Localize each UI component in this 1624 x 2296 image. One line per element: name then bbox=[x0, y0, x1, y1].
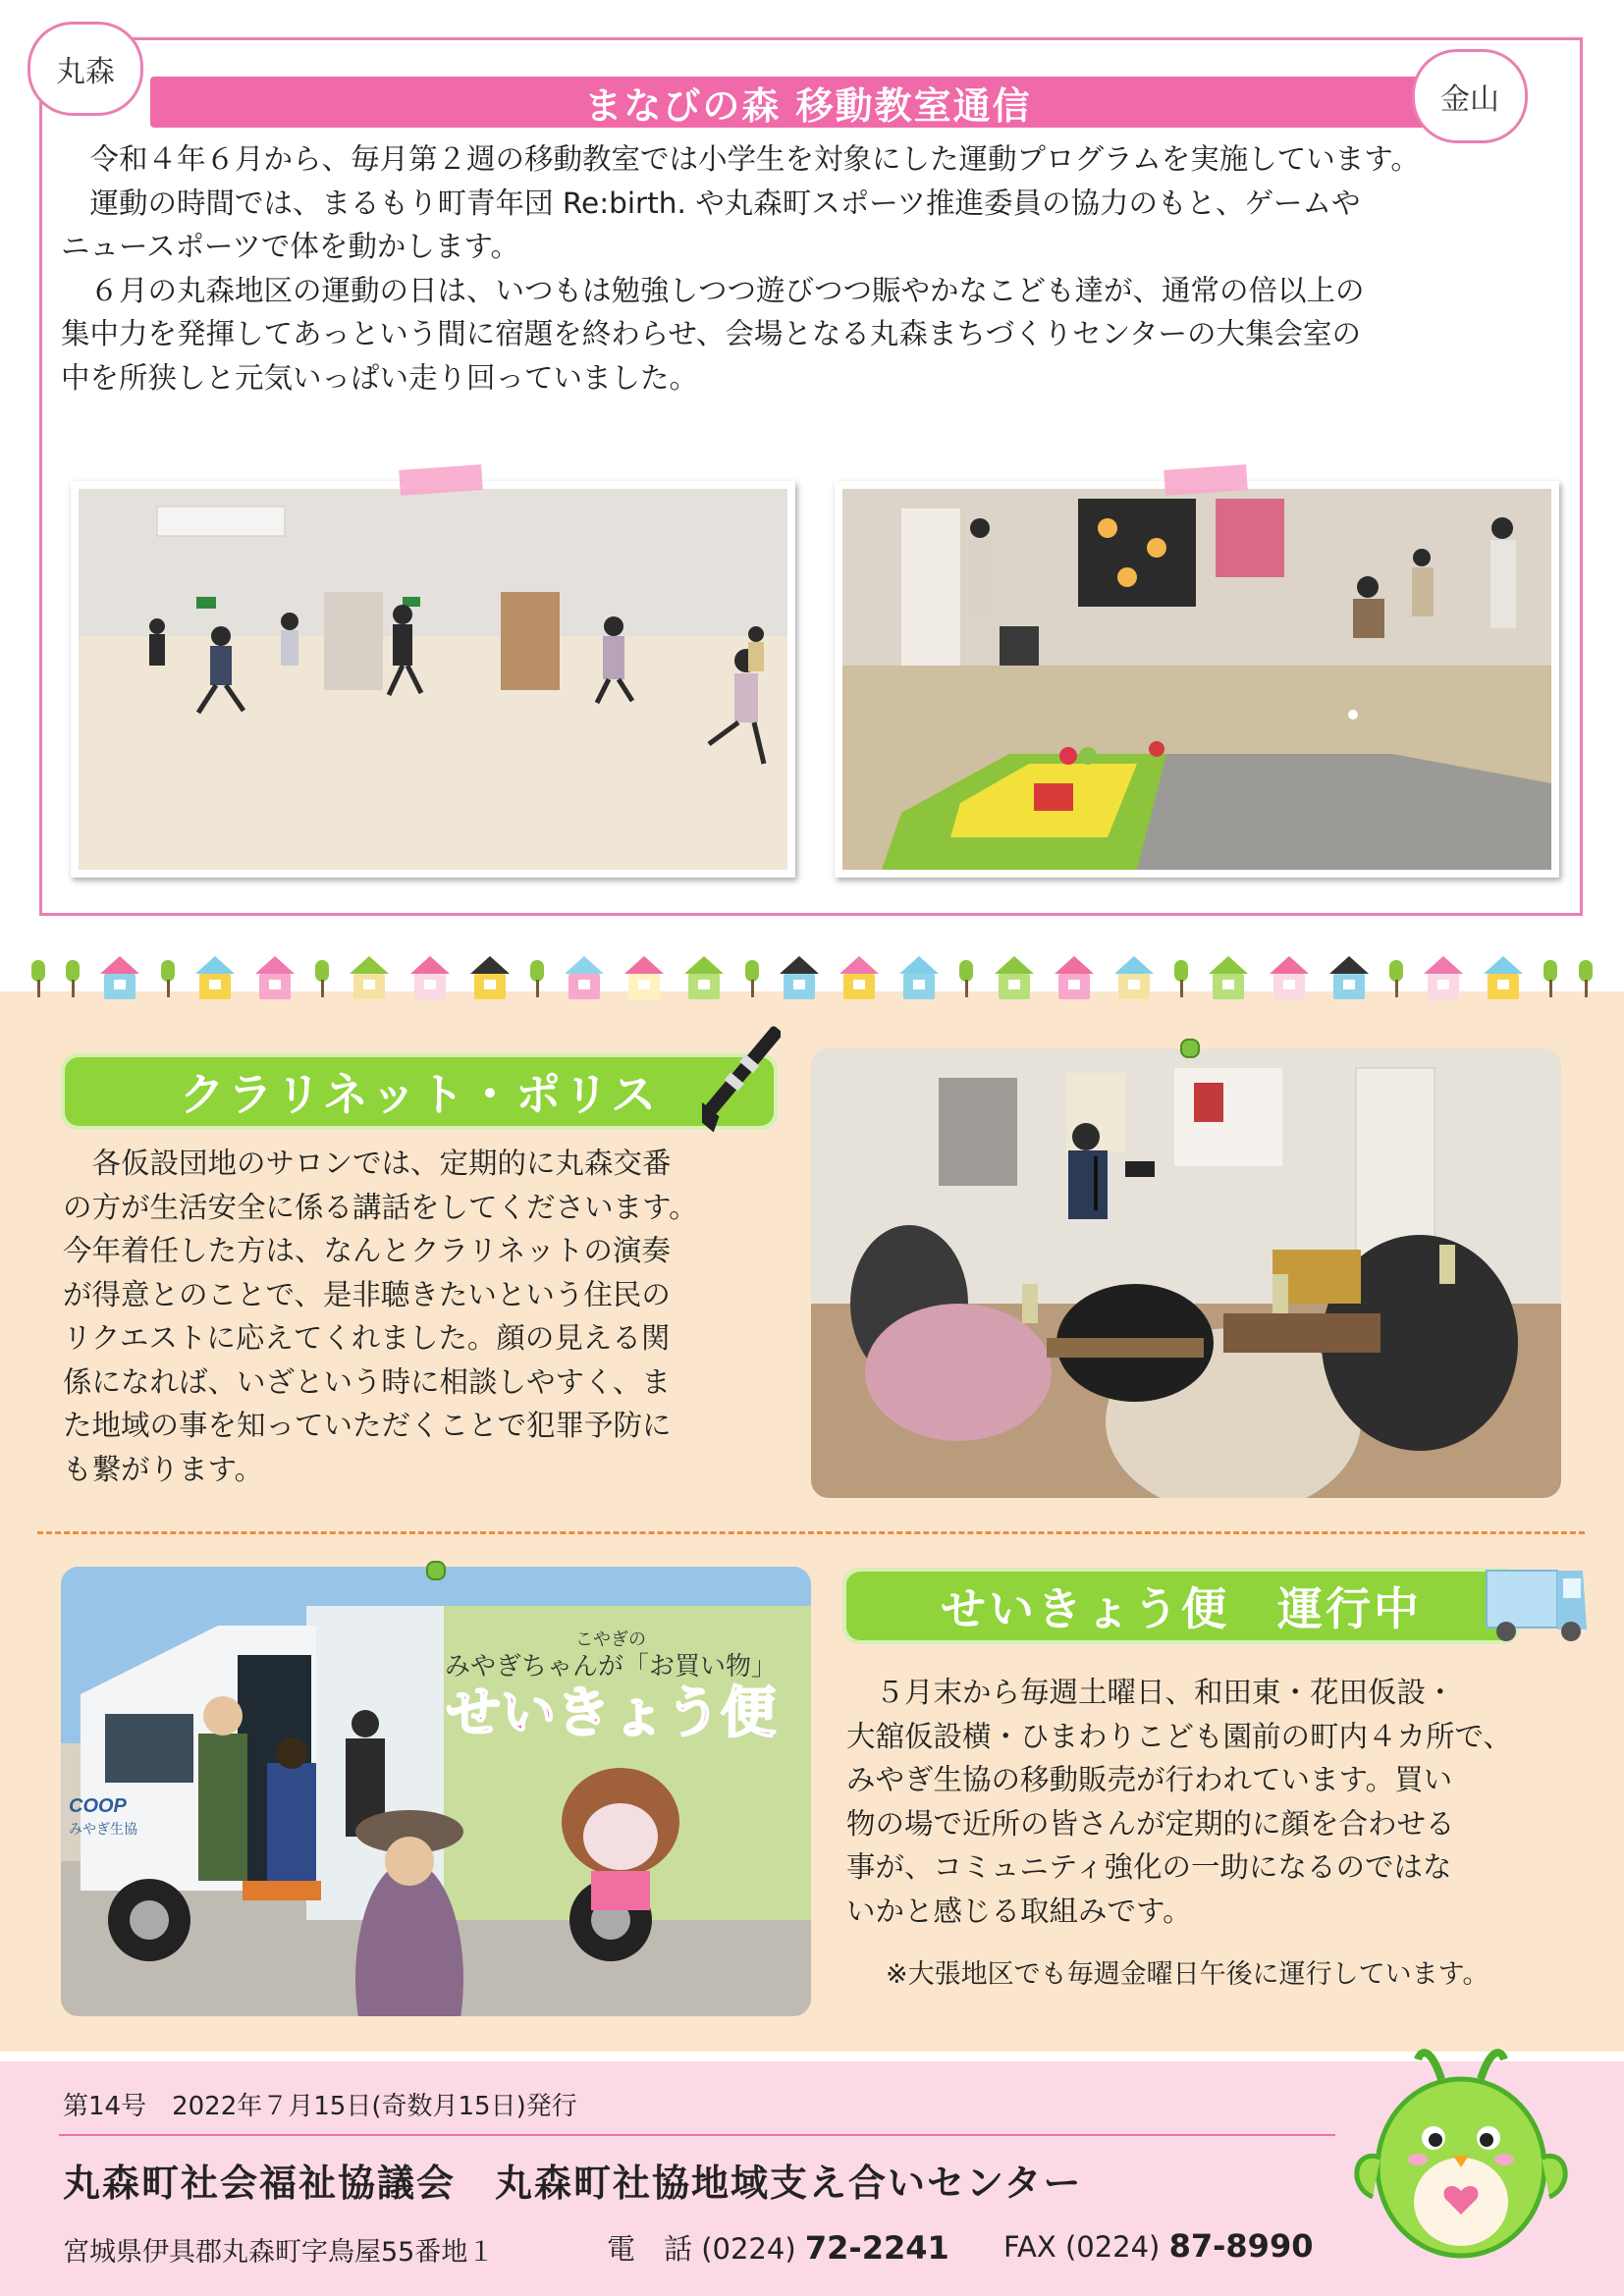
coop-body-text bbox=[846, 1671, 1573, 1933]
truck-coop-sub: みやぎ生協 bbox=[69, 1822, 137, 1838]
cloud-left-text: 丸森 bbox=[56, 55, 115, 89]
house-icon bbox=[470, 956, 510, 999]
tree-icon bbox=[1174, 960, 1188, 999]
house-icon bbox=[995, 956, 1034, 999]
photo-police-clarinet bbox=[811, 1048, 1561, 1498]
cloud-right-text: 金山 bbox=[1440, 82, 1499, 117]
coop-line: いかと感じる取組みです。 bbox=[846, 1894, 1192, 1928]
coop-line: みやぎ生協の移動販売が行われています。買い bbox=[846, 1763, 1453, 1796]
pin-icon bbox=[1180, 1039, 1200, 1058]
clarinet-line: 今年着任した方は、なんとクラリネットの演奏 bbox=[63, 1234, 671, 1267]
coop-note-text: ※大張地区でも毎週金曜日午後に運行しています。 bbox=[886, 1959, 1489, 1990]
pin-icon bbox=[426, 1561, 446, 1580]
organization-name: 丸森町社会福祉協議会 丸森町社協地域支え合いセンター bbox=[63, 2162, 1083, 2205]
tel-label: 電 話 (0224) bbox=[607, 2232, 796, 2266]
clarinet-line: の方が生活安全に係る講話をしてくださいます。 bbox=[63, 1190, 698, 1224]
house-icon bbox=[1055, 956, 1094, 999]
coop-line: ５月末から毎週土曜日、和田東・花田仮設・ bbox=[846, 1676, 1455, 1709]
photo-bocce-game bbox=[835, 481, 1559, 878]
truck-coop-logo: COOP bbox=[69, 1795, 127, 1817]
house-icon bbox=[1114, 956, 1154, 999]
tree-icon bbox=[959, 960, 973, 999]
clarinet-heading: クラリネット・ポリス bbox=[179, 1068, 660, 1121]
tree-icon bbox=[1579, 960, 1593, 999]
photo-gym-running bbox=[71, 481, 795, 878]
house-icon bbox=[1424, 956, 1463, 999]
house-icon bbox=[410, 956, 450, 999]
house-icon bbox=[1209, 956, 1248, 999]
top-title: まなびの森 移動教室通信 bbox=[584, 83, 1032, 128]
house-icon bbox=[624, 956, 664, 999]
mascot-bird-icon bbox=[1343, 2040, 1579, 2266]
top-line: 運動の時間では、まるもり町青年団 Re:birth. や丸森町スポーツ推進委員の協力のもと、ゲームや bbox=[61, 186, 1361, 220]
house-icon bbox=[1270, 956, 1309, 999]
clarinet-heading-pill bbox=[61, 1053, 778, 1130]
footer-divider bbox=[59, 2134, 1335, 2136]
clarinet-line: も繋がります。 bbox=[63, 1452, 264, 1486]
coop-line: 大舘仮設横・ひまわりこども園前の町内４カ所で、 bbox=[846, 1719, 1512, 1753]
clarinet-line: リクエストに応えてくれました。顔の見える関 bbox=[63, 1321, 671, 1355]
fax bbox=[1003, 2227, 1313, 2265]
section-divider bbox=[37, 1531, 1585, 1534]
top-line: 集中力を発揮してあっという間に宿題を終わらせ、会場となる丸森まちづくりセンターの大集会室の bbox=[61, 317, 1361, 350]
clarinet-line: が得意とのことで、是非聴きたいという住民の bbox=[63, 1277, 671, 1311]
clarinet-line: 係になれば、いざという時に相談しやすく、ま bbox=[63, 1364, 671, 1399]
house-icon bbox=[565, 956, 604, 999]
houses-decoration-row bbox=[31, 940, 1593, 999]
truck-big-text: せいきょう便 bbox=[446, 1682, 776, 1745]
truck-small-text: こやぎの bbox=[575, 1629, 646, 1649]
top-line: ニュースポーツで体を動かします。 bbox=[61, 230, 519, 263]
tree-icon bbox=[745, 960, 759, 999]
photo-coop-truck bbox=[61, 1567, 811, 2016]
issue-info: 第14号 2022年７月15日(奇数月15日)発行 bbox=[63, 2092, 577, 2121]
clarinet-line: 各仮設団地のサロンでは、定期的に丸森交番 bbox=[63, 1147, 672, 1180]
tel-number: 72-2241 bbox=[804, 2229, 949, 2267]
house-icon bbox=[780, 956, 819, 999]
top-body-text bbox=[61, 137, 1563, 400]
telephone bbox=[607, 2227, 949, 2268]
cloud-label-left bbox=[27, 22, 143, 116]
coop-heading-pill bbox=[842, 1568, 1520, 1644]
tree-icon bbox=[1543, 960, 1557, 999]
tree-icon bbox=[1389, 960, 1403, 999]
tree-icon bbox=[161, 960, 175, 999]
coop-heading: せいきょう便 運行中 bbox=[941, 1582, 1422, 1635]
cloud-label-right bbox=[1412, 49, 1528, 143]
top-title-banner bbox=[150, 77, 1466, 128]
house-icon bbox=[255, 956, 295, 999]
house-icon bbox=[1484, 956, 1523, 999]
house-icon bbox=[195, 956, 235, 999]
tree-icon bbox=[315, 960, 329, 999]
truck-icon bbox=[1485, 1551, 1591, 1649]
clarinet-body-text bbox=[63, 1142, 789, 1491]
house-icon bbox=[899, 956, 939, 999]
coop-line: 事が、コミュニティ強化の一助になるのではな bbox=[846, 1850, 1452, 1884]
fax-number: 87-8990 bbox=[1168, 2227, 1314, 2265]
house-icon bbox=[350, 956, 389, 999]
top-line: ６月の丸森地区の運動の日は、いつもは勉強しつつ遊びつつ賑やかなこども達が、通常の倍以上の bbox=[61, 273, 1365, 307]
tree-icon bbox=[31, 960, 45, 999]
clarinet-icon bbox=[702, 1011, 781, 1139]
tree-icon bbox=[66, 960, 80, 999]
top-line: 中を所狭しと元気いっぱい走り回っていました。 bbox=[61, 360, 699, 395]
fax-label: FAX (0224) bbox=[1003, 2230, 1161, 2264]
house-icon bbox=[1329, 956, 1369, 999]
coop-note bbox=[886, 1953, 1573, 1998]
house-icon bbox=[839, 956, 879, 999]
address: 宮城県伊具郡丸森町字鳥屋55番地１ bbox=[63, 2237, 495, 2268]
tree-icon bbox=[530, 960, 544, 999]
clarinet-line: た地域の事を知っていただくことで犯罪予防に bbox=[63, 1409, 672, 1442]
house-icon bbox=[100, 956, 139, 999]
coop-line: 物の場で近所の皆さんが定期的に顔を合わせる bbox=[846, 1806, 1455, 1841]
top-line: 令和４年６月から、毎月第２週の移動教室では小学生を対象にした運動プログラムを実施しています。 bbox=[61, 142, 1420, 176]
house-icon bbox=[684, 956, 724, 999]
truck-title-line: みやぎちゃんが「お買い物」 bbox=[444, 1652, 778, 1682]
